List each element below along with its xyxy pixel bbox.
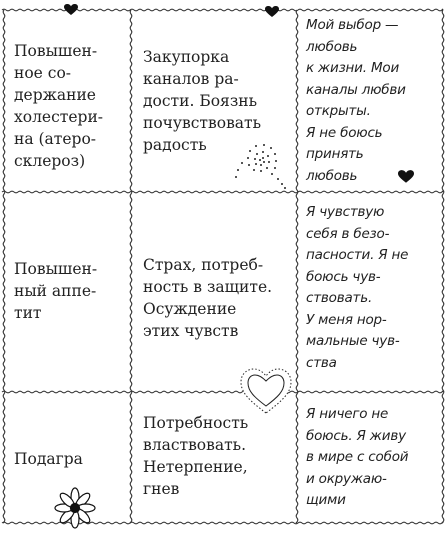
disease-cell: Подагра [14,450,83,468]
cause-cell: Потребность властвовать. Нетерпение, гнев [143,414,249,498]
affirmation-cell: Я чувствую себя в безо- пасности. Я не боюсь чув- ствовать. У меня нор- мальные чув- ства [306,204,409,371]
table-row [0,0,447,192]
disease-cell: Повышен- ное со- держание холестери- на (атеро- склероз) [14,42,104,170]
affirmation-cell: Я ничего не боюсь. Я живу в мире с собой и окружаю- щими [306,406,409,508]
flower-icon [50,486,100,530]
heart-icon [398,170,414,184]
outlined-heart-icon [238,366,294,418]
spiral-icon [228,133,292,191]
cause-cell: Закупорка каналов ра- дости. Боязнь почувствовать радость [143,48,262,154]
disease-cell: Повышен- ный аппе- тит [14,260,98,322]
cause-cell: Страх, потреб- ность в защите. Осуждение этих чувств [143,256,273,340]
heart-icon [64,4,78,16]
heart-icon [265,6,279,18]
table-row [0,192,447,392]
affirmation-cell: Мой выбор — любовь к жизни. Мои каналы любви открыты. Я не боюсь принять любовь [306,17,406,184]
